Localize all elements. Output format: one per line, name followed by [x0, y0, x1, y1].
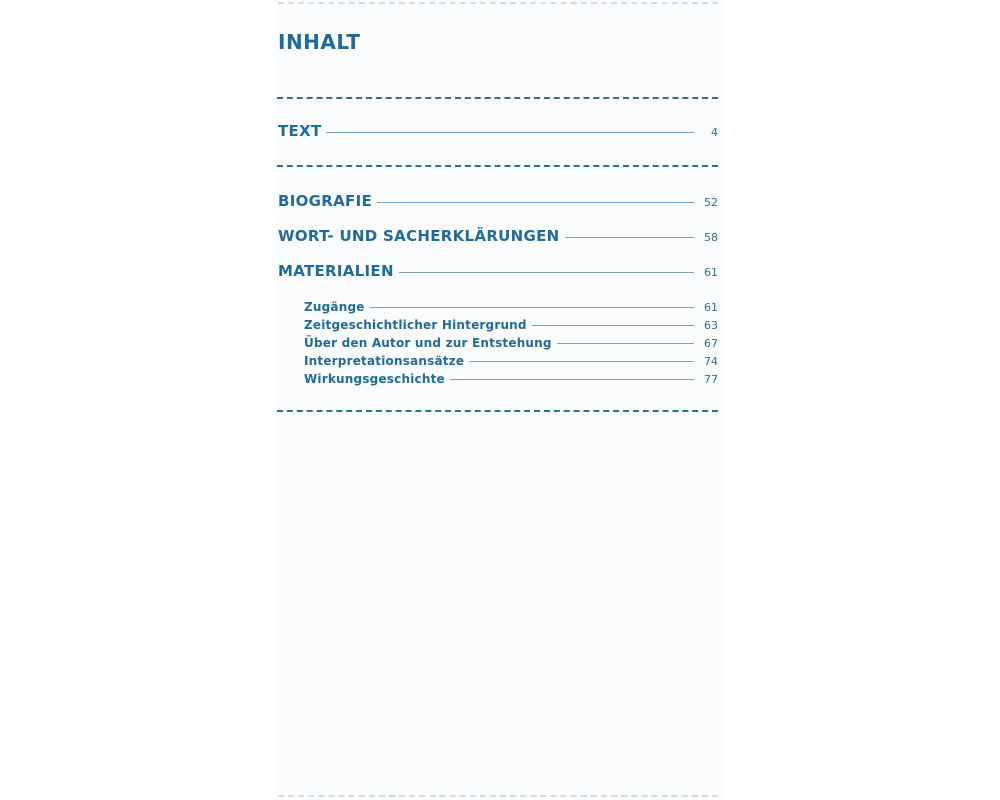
toc-subentry-label: Interpretationsansätze — [304, 354, 465, 368]
toc-title: INHALT — [278, 30, 361, 54]
toc-page-number: 63 — [704, 319, 718, 332]
toc-entry-wort-und-sacherklaerungen[interactable] — [278, 227, 718, 245]
toc-page-number: 77 — [704, 373, 718, 386]
document-page — [274, 0, 722, 800]
toc-entry-text[interactable] — [278, 122, 718, 140]
toc-subentry-zeitgeschichtlicher-hintergrund[interactable] — [304, 318, 718, 332]
page-top-edge — [278, 2, 718, 4]
dot-leader — [370, 307, 694, 308]
toc-entry-materialien[interactable] — [278, 262, 718, 280]
toc-subentry-zugaenge[interactable] — [304, 300, 718, 314]
toc-entry-label: TEXT — [278, 122, 322, 140]
toc-subentry-label: Zeitgeschichtlicher Hintergrund — [304, 318, 527, 332]
toc-page-number: 74 — [704, 355, 718, 368]
section-divider — [277, 410, 718, 412]
toc-subentry-wirkungsgeschichte[interactable] — [304, 372, 718, 386]
toc-subentry-interpretationsansaetze[interactable] — [304, 354, 718, 368]
toc-page-number: 61 — [704, 266, 718, 279]
toc-entry-label: MATERIALIEN — [278, 262, 394, 280]
toc-page-number: 58 — [704, 231, 718, 244]
toc-subentry-label: Wirkungsgeschichte — [304, 372, 445, 386]
toc-entry-biografie[interactable] — [278, 192, 718, 210]
toc-subentry-label: Über den Autor und zur Entstehung — [304, 336, 552, 350]
toc-subentry-label: Zugänge — [304, 300, 365, 314]
toc-subentry-ueber-den-autor[interactable] — [304, 336, 718, 350]
dot-leader — [469, 361, 694, 362]
toc-page-number: 61 — [704, 301, 718, 314]
toc-page-number: 67 — [704, 337, 718, 350]
dot-leader — [326, 132, 694, 133]
toc-entry-label: WORT- UND SACHERKLÄRUNGEN — [278, 227, 560, 245]
dot-leader — [377, 202, 694, 203]
section-divider — [277, 97, 718, 99]
toc-page-number: 52 — [704, 196, 718, 209]
dot-leader — [532, 325, 694, 326]
toc-entry-label: BIOGRAFIE — [278, 192, 373, 210]
dot-leader — [450, 379, 694, 380]
dot-leader — [557, 343, 694, 344]
page-bottom-edge — [278, 795, 718, 797]
section-divider — [277, 165, 718, 167]
toc-page-number: 4 — [711, 126, 718, 139]
dot-leader — [399, 272, 694, 273]
dot-leader — [565, 237, 694, 238]
